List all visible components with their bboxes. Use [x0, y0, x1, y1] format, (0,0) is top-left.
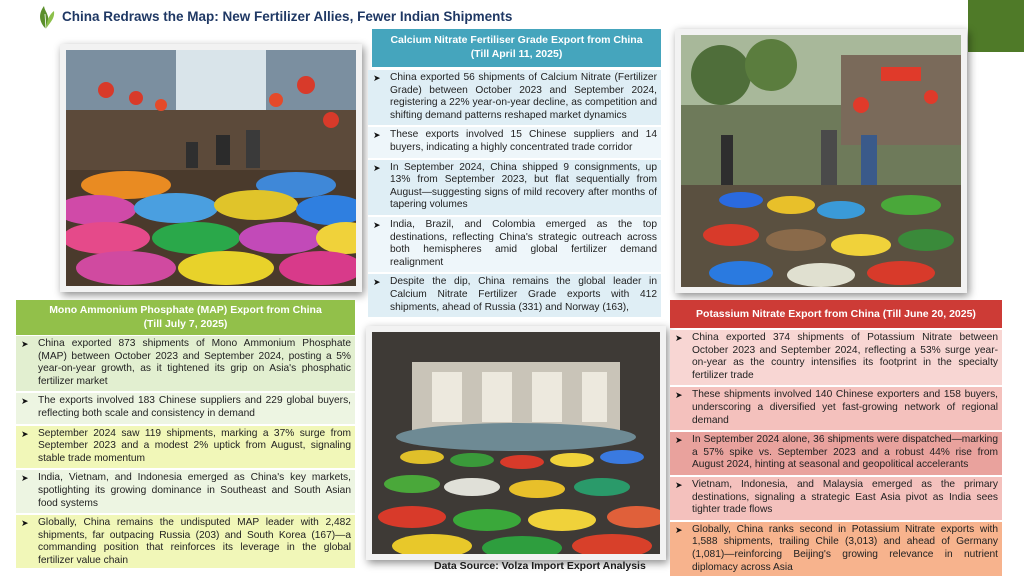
arrow-bullet-icon: ➤ — [21, 396, 29, 407]
list-item: ➤ In September 2024, China shipped 9 consignments, up 13% from September 2023, but flat sequentially from August—suggesting signs of mild recovery after months of tapering volumes — [368, 160, 661, 217]
list-item: ➤ China exported 374 shipments of Potassium Nitrate between October 2023 and September 2024, reflecting a 53% surge year-on-year as the country intensifies its footprint in the specialty fertilizer trade — [670, 330, 1002, 387]
arrow-bullet-icon: ➤ — [675, 524, 683, 535]
list-item: ➤ Globally, China ranks second in Potassium Nitrate exports with 1,588 shipments, trailing Chile (3,013) and ahead of Germany (1,081)—reinforcing Beijing's growing relevance in nutrient diplomacy across Asia — [670, 522, 1002, 576]
map-heading-line1: Mono Ammonium Phosphate (MAP) Export from China — [49, 304, 322, 316]
market-stall-photo — [675, 29, 967, 293]
page-title: China Redraws the Map: New Fertilizer Allies, Fewer Indian Shipments — [62, 9, 513, 24]
list-item: ➤ The exports involved 183 Chinese suppliers and 229 global buyers, reflecting both scale and consistency in demand — [16, 393, 355, 425]
arrow-bullet-icon: ➤ — [21, 339, 29, 349]
list-item: ➤ These shipments involved 140 Chinese exporters and 158 buyers, underscoring a diversified yet fast-growing network of regional demand — [670, 387, 1002, 432]
arrow-bullet-icon: ➤ — [373, 130, 381, 141]
list-item: ➤ China exported 873 shipments of Mono Ammonium Phosphate (MAP) between October 2023 and September 2024, posting a 5% year-on-year growth, as it tightened its grip on Asia's phosphatic fertilizer market — [16, 336, 355, 393]
map-export-heading — [16, 300, 355, 335]
calcium-heading-line2: (Till April 11, 2025) — [470, 48, 563, 60]
arrow-bullet-icon: ➤ — [21, 473, 29, 484]
map-export-list — [16, 336, 355, 568]
warehouse-tubs-photo — [366, 326, 666, 560]
list-item: ➤ Vietnam, Indonesia, and Malaysia emerged as the primary destinations, signaling a strategic East Asia pivot as India sees tighter trade flows — [670, 477, 1002, 522]
arrow-bullet-icon: ➤ — [373, 219, 381, 230]
arrow-bullet-icon: ➤ — [675, 479, 683, 490]
arrow-bullet-icon: ➤ — [675, 435, 683, 446]
arrow-bullet-icon: ➤ — [373, 162, 381, 173]
calcium-heading-line1: Calcium Nitrate Fertiliser Grade Export from China — [390, 34, 643, 46]
list-item: ➤ Despite the dip, China remains the global leader in Calcium Nitrate Fertilizer Grade exports with 412 shipments, ahead of Russia (331) and Norway (163), — [368, 274, 661, 319]
list-item: ➤ India, Brazil, and Colombia emerged as the top destinations, reflecting China's strategic outreach across both hemispheres amid global fertilizer demand realignment — [368, 217, 661, 274]
fertilizer-bags-photo — [60, 44, 362, 292]
arrow-bullet-icon: ➤ — [21, 428, 29, 439]
list-item: ➤ India, Vietnam, and Indonesia emerged as China's key markets, spotlighting its growing dominance in Southeast and South Asian food systems — [16, 470, 355, 515]
arrow-bullet-icon: ➤ — [373, 277, 381, 288]
corner-accent — [968, 0, 1024, 52]
list-item: ➤ Globally, China remains the undisputed MAP leader with 2,482 shipments, far outpacing Russia (203) and South Korea (167)—a commanding position that reinforces its leverage in the global fertilizer value chain — [16, 515, 355, 568]
potassium-nitrate-list — [670, 330, 1002, 576]
list-item: ➤ In September 2024 alone, 36 shipments were dispatched—marking a 57% spike vs. September 2023 and a robust 44% rise from August 2024, hinting at seasonal and geopolitical accelerants — [670, 432, 1002, 477]
map-heading-line2: (Till July 7, 2025) — [143, 318, 228, 330]
list-item: ➤ These exports involved 15 Chinese suppliers and 14 buyers, indicating a highly concentrated trade corridor — [368, 127, 661, 159]
arrow-bullet-icon: ➤ — [373, 73, 381, 83]
arrow-bullet-icon: ➤ — [21, 518, 29, 529]
potassium-nitrate-heading: Potassium Nitrate Export from China (Till June 20, 2025) — [670, 300, 1002, 328]
calcium-nitrate-list — [368, 70, 661, 330]
calcium-nitrate-heading — [372, 29, 661, 67]
list-item: ➤ China exported 56 shipments of Calcium Nitrate (Fertilizer Grade) between October 2023 and September 2024, registering a 22% year-on-year decline, as competition and shifting demand patterns reshaped market dynamics — [368, 70, 661, 127]
data-source-caption: Data Source: Volza Import Export Analysis — [434, 560, 646, 572]
arrow-bullet-icon: ➤ — [675, 390, 683, 401]
leaf-logo-icon — [36, 4, 56, 30]
arrow-bullet-icon: ➤ — [675, 333, 683, 343]
list-item: ➤ September 2024 saw 119 shipments, marking a 37% surge from September 2023 and a modest 2% uptick from August, signaling stable trade momentum — [16, 426, 355, 471]
